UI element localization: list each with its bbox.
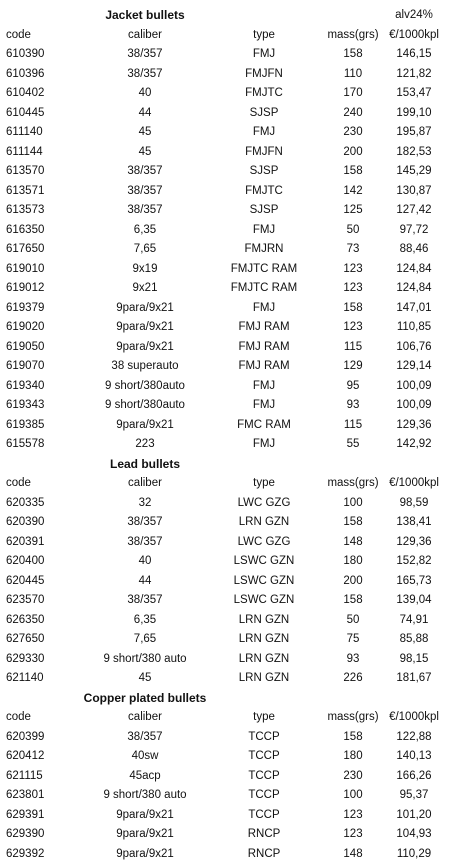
table-row bbox=[0, 630, 449, 650]
cell-type: FMJ bbox=[208, 45, 320, 65]
cell-mass: 158 bbox=[318, 299, 388, 319]
cell-price: 142,92 bbox=[382, 435, 446, 455]
cell-code: 611140 bbox=[6, 123, 43, 143]
cell-price: 124,84 bbox=[382, 279, 446, 299]
cell-type: FMJ bbox=[208, 221, 320, 241]
cell-mass: 123 bbox=[318, 318, 388, 338]
cell-type: RNCP bbox=[208, 825, 320, 845]
cell-code: 619070 bbox=[6, 357, 44, 377]
table-row bbox=[0, 533, 449, 553]
cell-caliber: 9 short/380auto bbox=[75, 377, 215, 397]
cell-type: FMC RAM bbox=[208, 416, 320, 436]
cell-type: FMJ bbox=[208, 299, 320, 319]
cell-mass: 123 bbox=[318, 279, 388, 299]
cell-mass: 100 bbox=[318, 786, 388, 806]
cell-mass: 142 bbox=[318, 182, 388, 202]
cell-caliber: 38 superauto bbox=[75, 357, 215, 377]
jacket-header-type: type bbox=[208, 26, 320, 46]
cell-code: 619379 bbox=[6, 299, 44, 319]
cell-type: TCCP bbox=[208, 767, 320, 787]
cell-price: 101,20 bbox=[382, 806, 446, 826]
cell-code: 619050 bbox=[6, 338, 44, 358]
table-row bbox=[0, 357, 449, 377]
cell-mass: 240 bbox=[318, 104, 388, 124]
cell-caliber: 38/357 bbox=[75, 182, 215, 202]
cell-caliber: 45 bbox=[75, 669, 215, 689]
table-row bbox=[0, 318, 449, 338]
cell-type: FMJFN bbox=[208, 143, 320, 163]
cell-type: TCCP bbox=[208, 747, 320, 767]
cell-mass: 200 bbox=[318, 143, 388, 163]
cell-code: 613571 bbox=[6, 182, 44, 202]
cell-mass: 93 bbox=[318, 650, 388, 670]
cell-code: 619385 bbox=[6, 416, 44, 436]
cell-price: 98,59 bbox=[382, 494, 446, 514]
cell-code: 619343 bbox=[6, 396, 44, 416]
cell-price: 152,82 bbox=[382, 552, 446, 572]
cell-price: 110,85 bbox=[382, 318, 446, 338]
cell-price: 129,36 bbox=[382, 416, 446, 436]
cell-mass: 75 bbox=[318, 630, 388, 650]
cell-price: 182,53 bbox=[382, 143, 446, 163]
cell-mass: 50 bbox=[318, 221, 388, 241]
table-row bbox=[0, 845, 449, 864]
cell-mass: 125 bbox=[318, 201, 388, 221]
table-row bbox=[0, 494, 449, 514]
table-row bbox=[0, 104, 449, 124]
table-row bbox=[0, 221, 449, 241]
cell-code: 610445 bbox=[6, 104, 44, 124]
cell-code: 619010 bbox=[6, 260, 44, 280]
cell-code: 615578 bbox=[6, 435, 44, 455]
cell-type: FMJ bbox=[208, 123, 320, 143]
cell-mass: 123 bbox=[318, 260, 388, 280]
cell-type: LWC GZG bbox=[208, 494, 320, 514]
jacket-title-row bbox=[0, 6, 449, 26]
cell-code: 623570 bbox=[6, 591, 44, 611]
jacket-header-caliber: caliber bbox=[75, 26, 215, 46]
cell-mass: 158 bbox=[318, 162, 388, 182]
cell-type: LRN GZN bbox=[208, 669, 320, 689]
cell-type: SJSP bbox=[208, 104, 320, 124]
cell-mass: 55 bbox=[318, 435, 388, 455]
cell-code: 620335 bbox=[6, 494, 44, 514]
cell-price: 97,72 bbox=[382, 221, 446, 241]
cell-mass: 123 bbox=[318, 806, 388, 826]
cell-code: 620412 bbox=[6, 747, 44, 767]
lead-header-type: type bbox=[208, 474, 320, 494]
cell-mass: 50 bbox=[318, 611, 388, 631]
cell-price: 127,42 bbox=[382, 201, 446, 221]
cell-type: TCCP bbox=[208, 728, 320, 748]
table-row bbox=[0, 143, 449, 163]
lead-header-price: €/1000kpl bbox=[382, 474, 446, 494]
cell-price: 95,37 bbox=[382, 786, 446, 806]
lead-title-row bbox=[0, 455, 449, 475]
copper-header-price: €/1000kpl bbox=[382, 708, 446, 728]
table-row bbox=[0, 65, 449, 85]
vat-label: alv24% bbox=[382, 6, 446, 26]
cell-caliber: 9para/9x21 bbox=[75, 845, 215, 864]
cell-caliber: 44 bbox=[75, 104, 215, 124]
cell-code: 620400 bbox=[6, 552, 44, 572]
copper-header-code: code bbox=[6, 708, 31, 728]
cell-mass: 226 bbox=[318, 669, 388, 689]
table-row bbox=[0, 201, 449, 221]
table-row bbox=[0, 786, 449, 806]
lead-header-mass: mass(grs) bbox=[318, 474, 388, 494]
table-row bbox=[0, 572, 449, 592]
cell-type: FMJTC bbox=[208, 84, 320, 104]
cell-caliber: 9para/9x21 bbox=[75, 806, 215, 826]
cell-caliber: 9para/9x21 bbox=[75, 825, 215, 845]
cell-caliber: 9x21 bbox=[75, 279, 215, 299]
cell-caliber: 45 bbox=[75, 123, 215, 143]
cell-code: 623801 bbox=[6, 786, 44, 806]
cell-code: 619012 bbox=[6, 279, 44, 299]
cell-type: FMJ bbox=[208, 396, 320, 416]
cell-caliber: 44 bbox=[75, 572, 215, 592]
cell-caliber: 7,65 bbox=[75, 240, 215, 260]
cell-caliber: 38/357 bbox=[75, 162, 215, 182]
cell-type: FMJ bbox=[208, 377, 320, 397]
cell-caliber: 45 bbox=[75, 143, 215, 163]
cell-caliber: 7,65 bbox=[75, 630, 215, 650]
cell-code: 621115 bbox=[6, 767, 43, 787]
cell-caliber: 38/357 bbox=[75, 533, 215, 553]
cell-price: 165,73 bbox=[382, 572, 446, 592]
cell-type: LSWC GZN bbox=[208, 552, 320, 572]
cell-mass: 129 bbox=[318, 357, 388, 377]
cell-price: 121,82 bbox=[382, 65, 446, 85]
cell-code: 617650 bbox=[6, 240, 44, 260]
cell-caliber: 223 bbox=[75, 435, 215, 455]
cell-price: 166,26 bbox=[382, 767, 446, 787]
cell-caliber: 9para/9x21 bbox=[75, 416, 215, 436]
cell-type: LRN GZN bbox=[208, 611, 320, 631]
lead-header-code: code bbox=[6, 474, 31, 494]
cell-price: 100,09 bbox=[382, 396, 446, 416]
table-row bbox=[0, 611, 449, 631]
cell-code: 616350 bbox=[6, 221, 44, 241]
table-row bbox=[0, 435, 449, 455]
cell-price: 104,93 bbox=[382, 825, 446, 845]
cell-price: 74,91 bbox=[382, 611, 446, 631]
cell-type: FMJTC RAM bbox=[208, 279, 320, 299]
cell-caliber: 6,35 bbox=[75, 611, 215, 631]
cell-mass: 115 bbox=[318, 338, 388, 358]
cell-mass: 93 bbox=[318, 396, 388, 416]
cell-mass: 170 bbox=[318, 84, 388, 104]
cell-caliber: 38/357 bbox=[75, 591, 215, 611]
cell-code: 610402 bbox=[6, 84, 44, 104]
cell-price: 139,04 bbox=[382, 591, 446, 611]
cell-price: 181,67 bbox=[382, 669, 446, 689]
cell-code: 629390 bbox=[6, 825, 44, 845]
cell-caliber: 9para/9x21 bbox=[75, 299, 215, 319]
cell-code: 627650 bbox=[6, 630, 44, 650]
cell-code: 629392 bbox=[6, 845, 44, 864]
cell-caliber: 40 bbox=[75, 552, 215, 572]
lead-header-caliber: caliber bbox=[75, 474, 215, 494]
table-row bbox=[0, 84, 449, 104]
cell-mass: 180 bbox=[318, 747, 388, 767]
cell-price: 140,13 bbox=[382, 747, 446, 767]
cell-type: TCCP bbox=[208, 806, 320, 826]
copper-header-mass: mass(grs) bbox=[318, 708, 388, 728]
cell-mass: 230 bbox=[318, 123, 388, 143]
cell-mass: 123 bbox=[318, 825, 388, 845]
cell-price: 147,01 bbox=[382, 299, 446, 319]
table-row bbox=[0, 377, 449, 397]
table-row bbox=[0, 299, 449, 319]
cell-price: 130,87 bbox=[382, 182, 446, 202]
cell-type: FMJ RAM bbox=[208, 318, 320, 338]
cell-caliber: 38/357 bbox=[75, 201, 215, 221]
cell-type: FMJFN bbox=[208, 65, 320, 85]
cell-type: SJSP bbox=[208, 162, 320, 182]
cell-caliber: 9x19 bbox=[75, 260, 215, 280]
cell-code: 610396 bbox=[6, 65, 44, 85]
cell-type: FMJ RAM bbox=[208, 338, 320, 358]
table-row bbox=[0, 338, 449, 358]
table-row bbox=[0, 806, 449, 826]
cell-type: RNCP bbox=[208, 845, 320, 864]
cell-code: 620445 bbox=[6, 572, 44, 592]
cell-type: LRN GZN bbox=[208, 650, 320, 670]
cell-code: 610390 bbox=[6, 45, 44, 65]
table-row bbox=[0, 260, 449, 280]
cell-caliber: 40 bbox=[75, 84, 215, 104]
cell-type: LSWC GZN bbox=[208, 591, 320, 611]
cell-type: SJSP bbox=[208, 201, 320, 221]
cell-caliber: 9para/9x21 bbox=[75, 318, 215, 338]
table-row bbox=[0, 396, 449, 416]
cell-mass: 148 bbox=[318, 533, 388, 553]
table-row bbox=[0, 416, 449, 436]
cell-price: 85,88 bbox=[382, 630, 446, 650]
cell-price: 88,46 bbox=[382, 240, 446, 260]
cell-price: 146,15 bbox=[382, 45, 446, 65]
copper-header-caliber: caliber bbox=[75, 708, 215, 728]
cell-caliber: 40sw bbox=[75, 747, 215, 767]
cell-caliber: 45acp bbox=[75, 767, 215, 787]
cell-type: FMJTC RAM bbox=[208, 260, 320, 280]
cell-type: LSWC GZN bbox=[208, 572, 320, 592]
table-row bbox=[0, 747, 449, 767]
cell-price: 153,47 bbox=[382, 84, 446, 104]
cell-code: 629330 bbox=[6, 650, 44, 670]
table-row bbox=[0, 825, 449, 845]
cell-mass: 180 bbox=[318, 552, 388, 572]
cell-price: 100,09 bbox=[382, 377, 446, 397]
cell-code: 619340 bbox=[6, 377, 44, 397]
cell-mass: 200 bbox=[318, 572, 388, 592]
table-row bbox=[0, 123, 449, 143]
cell-type: FMJ RAM bbox=[208, 357, 320, 377]
cell-price: 122,88 bbox=[382, 728, 446, 748]
cell-type: FMJ bbox=[208, 435, 320, 455]
cell-code: 621140 bbox=[6, 669, 44, 689]
cell-caliber: 9 short/380auto bbox=[75, 396, 215, 416]
cell-code: 620391 bbox=[6, 533, 44, 553]
cell-price: 145,29 bbox=[382, 162, 446, 182]
table-row bbox=[0, 669, 449, 689]
cell-mass: 158 bbox=[318, 728, 388, 748]
table-row bbox=[0, 182, 449, 202]
cell-price: 124,84 bbox=[382, 260, 446, 280]
table-row bbox=[0, 552, 449, 572]
table-row bbox=[0, 650, 449, 670]
cell-caliber: 38/357 bbox=[75, 513, 215, 533]
cell-mass: 230 bbox=[318, 767, 388, 787]
cell-code: 613573 bbox=[6, 201, 44, 221]
cell-caliber: 6,35 bbox=[75, 221, 215, 241]
cell-code: 629391 bbox=[6, 806, 44, 826]
cell-type: LRN GZN bbox=[208, 630, 320, 650]
cell-mass: 158 bbox=[318, 513, 388, 533]
cell-type: FMJRN bbox=[208, 240, 320, 260]
jacket-header-price: €/1000kpl bbox=[382, 26, 446, 46]
copper-section-title: Copper plated bullets bbox=[75, 689, 215, 709]
cell-caliber: 38/357 bbox=[75, 728, 215, 748]
table-row bbox=[0, 279, 449, 299]
cell-mass: 158 bbox=[318, 45, 388, 65]
cell-price: 138,41 bbox=[382, 513, 446, 533]
cell-price: 195,87 bbox=[382, 123, 446, 143]
table-row bbox=[0, 591, 449, 611]
cell-mass: 148 bbox=[318, 845, 388, 864]
cell-mass: 115 bbox=[318, 416, 388, 436]
table-row bbox=[0, 162, 449, 182]
cell-code: 620390 bbox=[6, 513, 44, 533]
cell-type: LWC GZG bbox=[208, 533, 320, 553]
cell-type: TCCP bbox=[208, 786, 320, 806]
lead-header-row bbox=[0, 474, 449, 494]
cell-mass: 110 bbox=[318, 65, 388, 85]
table-row bbox=[0, 45, 449, 65]
cell-code: 626350 bbox=[6, 611, 44, 631]
cell-code: 620399 bbox=[6, 728, 44, 748]
cell-caliber: 9para/9x21 bbox=[75, 338, 215, 358]
cell-mass: 95 bbox=[318, 377, 388, 397]
cell-caliber: 9 short/380 auto bbox=[75, 650, 215, 670]
table-row bbox=[0, 240, 449, 260]
copper-header-type: type bbox=[208, 708, 320, 728]
jacket-header-code: code bbox=[6, 26, 31, 46]
cell-caliber: 38/357 bbox=[75, 65, 215, 85]
jacket-header-mass: mass(grs) bbox=[318, 26, 388, 46]
lead-section-title: Lead bullets bbox=[75, 455, 215, 475]
cell-price: 98,15 bbox=[382, 650, 446, 670]
cell-price: 129,36 bbox=[382, 533, 446, 553]
cell-caliber: 32 bbox=[75, 494, 215, 514]
table-row bbox=[0, 767, 449, 787]
cell-mass: 73 bbox=[318, 240, 388, 260]
copper-header-row bbox=[0, 708, 449, 728]
cell-price: 110,29 bbox=[382, 845, 446, 864]
copper-title-row bbox=[0, 689, 449, 709]
cell-price: 129,14 bbox=[382, 357, 446, 377]
cell-type: LRN GZN bbox=[208, 513, 320, 533]
cell-mass: 158 bbox=[318, 591, 388, 611]
cell-caliber: 9 short/380 auto bbox=[75, 786, 215, 806]
cell-type: FMJTC bbox=[208, 182, 320, 202]
table-row bbox=[0, 728, 449, 748]
cell-caliber: 38/357 bbox=[75, 45, 215, 65]
cell-code: 611144 bbox=[6, 143, 43, 163]
cell-mass: 100 bbox=[318, 494, 388, 514]
table-row bbox=[0, 513, 449, 533]
cell-price: 106,76 bbox=[382, 338, 446, 358]
jacket-section-title: Jacket bullets bbox=[75, 6, 215, 26]
cell-code: 619020 bbox=[6, 318, 44, 338]
cell-price: 199,10 bbox=[382, 104, 446, 124]
jacket-header-row bbox=[0, 26, 449, 46]
cell-code: 613570 bbox=[6, 162, 44, 182]
